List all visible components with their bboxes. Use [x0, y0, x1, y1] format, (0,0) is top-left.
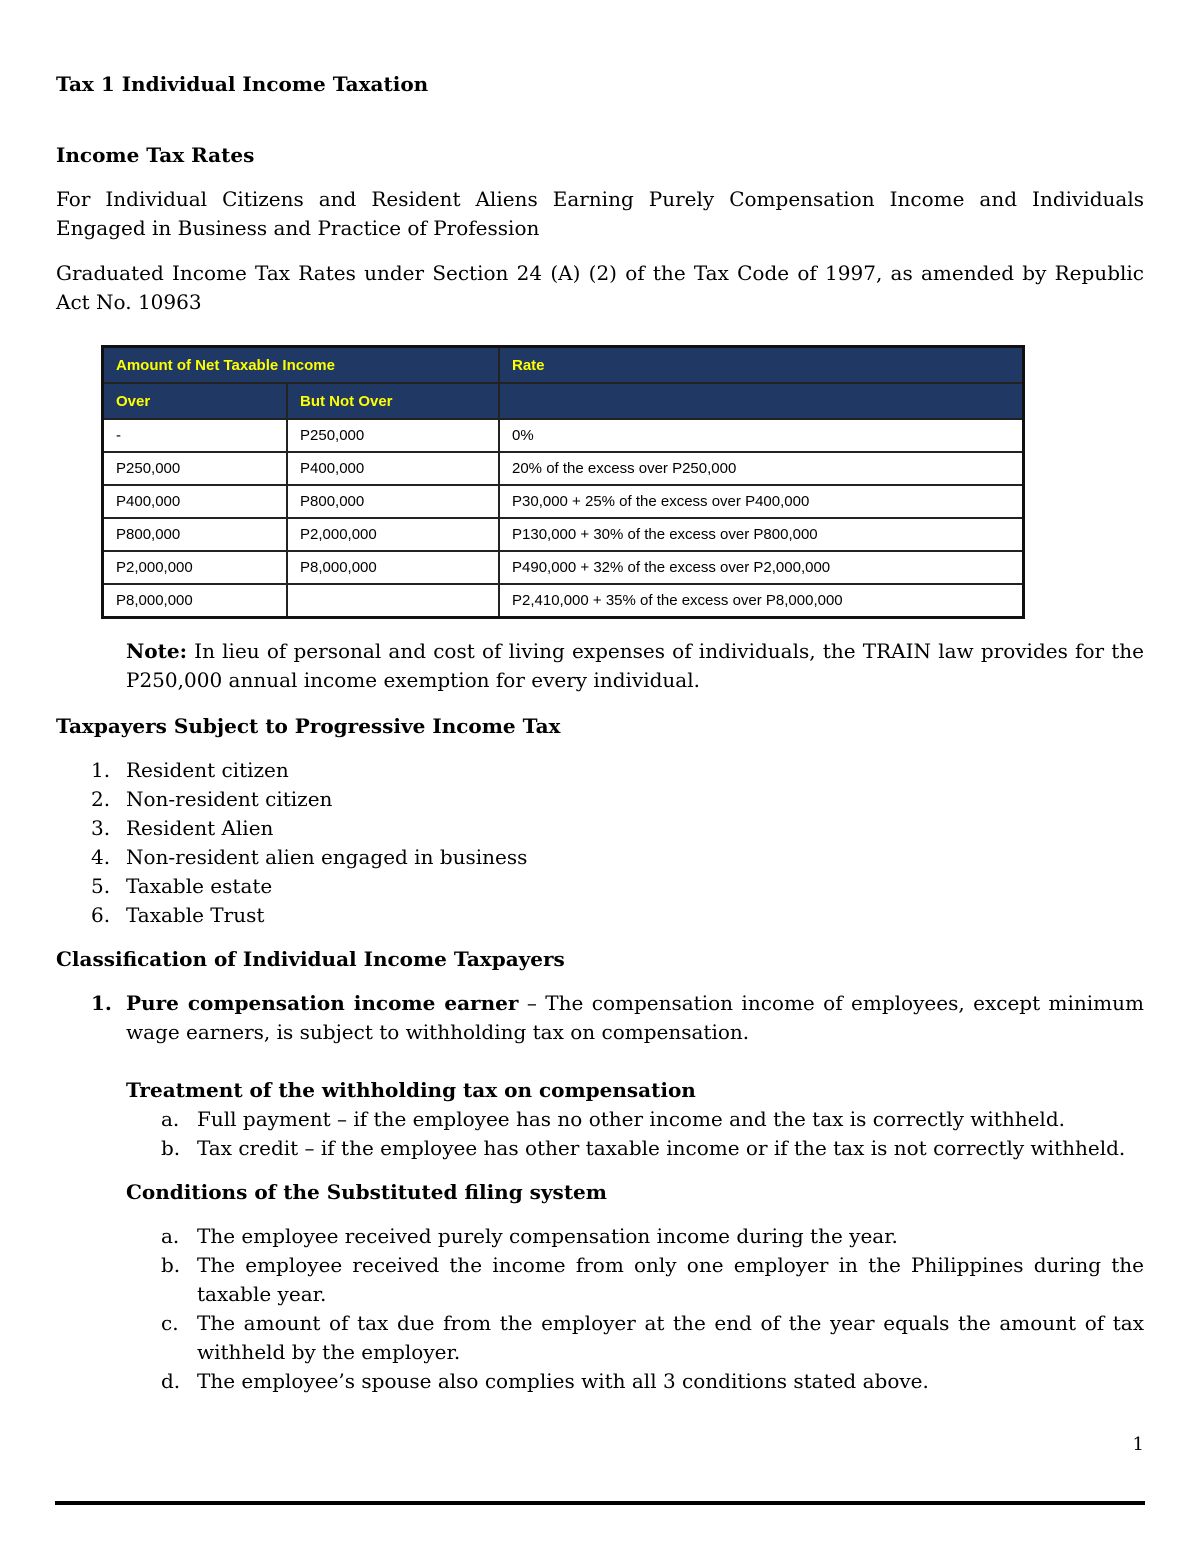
- conditions-list: [56, 1222, 1144, 1396]
- header-over: Over: [103, 383, 288, 419]
- list-item: 6. Taxable Trust: [91, 903, 265, 927]
- treatment-heading: Treatment of the withholding tax on compensation: [126, 1078, 696, 1102]
- cell-not-over: [287, 584, 499, 618]
- table-row: [103, 584, 1024, 618]
- table-row: [103, 551, 1024, 584]
- table-row: [103, 518, 1024, 551]
- list-item: 2. Non-resident citizen: [91, 787, 333, 811]
- cell-not-over: P8,000,000: [287, 551, 499, 584]
- cell-over: -: [103, 419, 288, 452]
- cell-not-over: P2,000,000: [287, 518, 499, 551]
- intro-paragraph: For Individual Citizens and Resident Aliens Earning Purely Compensation Income and Individuals Engaged in Business and Practice of Profession: [56, 187, 1144, 240]
- cell-rate: P2,410,000 + 35% of the excess over P8,000,000: [499, 584, 1024, 618]
- table-row: [103, 452, 1024, 485]
- conditions-heading: Conditions of the Substituted filing system: [126, 1180, 607, 1204]
- header-empty: [499, 383, 1024, 419]
- document-title: Tax 1 Individual Income Taxation: [56, 72, 429, 96]
- page-number: 1: [1132, 1434, 1144, 1455]
- document-page: [56, 70, 1144, 1396]
- cell-over: P2,000,000: [103, 551, 288, 584]
- list-item: 1. Pure compensation income earner – The compensation income of employees, except minimum wage earners, is subject to withholding tax on compensation.: [91, 991, 1144, 1044]
- pure-compensation-term: Pure compensation income earner: [126, 991, 519, 1015]
- note-text: In lieu of personal and cost of living expenses of individuals, the TRAIN law provides for the P250,000 annual income exemption for every individual.: [126, 639, 1144, 692]
- list-item: a. The employee received purely compensation income during the year.: [161, 1224, 898, 1248]
- list-item: a. Full payment – if the employee has no other income and the tax is correctly withheld.: [161, 1107, 1065, 1131]
- list-item: d. The employee’s spouse also complies with all 3 conditions stated above.: [161, 1369, 929, 1393]
- list-item: b. The employee received the income from only one employer in the Philippines during the taxable year.: [161, 1253, 1144, 1306]
- cell-not-over: P400,000: [287, 452, 499, 485]
- footer-rule: [55, 1501, 1145, 1505]
- header-amount: Amount of Net Taxable Income: [103, 347, 500, 384]
- cell-over: P250,000: [103, 452, 288, 485]
- list-item: b. Tax credit – if the employee has other taxable income or if the tax is not correctly withheld.: [161, 1136, 1126, 1160]
- header-rate: Rate: [499, 347, 1024, 384]
- cell-not-over: P800,000: [287, 485, 499, 518]
- note-label: Note:: [126, 639, 187, 663]
- header-not-over: But Not Over: [287, 383, 499, 419]
- cell-over: P8,000,000: [103, 584, 288, 618]
- pure-compensation-text: – The compensation income of employees, except minimum wage earners, is subject to withholding tax on compensation.: [126, 991, 1144, 1044]
- tax-rates-table: [101, 345, 1025, 619]
- table-subheader-row: [103, 383, 1024, 419]
- cell-over: P800,000: [103, 518, 288, 551]
- cell-rate: P130,000 + 30% of the excess over P800,000: [499, 518, 1024, 551]
- list-item: c. The amount of tax due from the employer at the end of the year equals the amount of tax withheld by the employer.: [161, 1311, 1144, 1364]
- classification-list: [56, 989, 1144, 1047]
- classification-heading: Classification of Individual Income Taxpayers: [56, 947, 565, 971]
- cell-rate: P30,000 + 25% of the excess over P400,000: [499, 485, 1024, 518]
- taxpayers-heading: Taxpayers Subject to Progressive Income Tax: [56, 714, 561, 738]
- taxpayers-list: [56, 756, 1144, 930]
- cell-rate: 20% of the excess over P250,000: [499, 452, 1024, 485]
- list-item: 1. Resident citizen: [91, 758, 289, 782]
- table-row: [103, 485, 1024, 518]
- income-tax-rates-heading: Income Tax Rates: [56, 143, 255, 167]
- list-item: 5. Taxable estate: [91, 874, 273, 898]
- cell-not-over: P250,000: [287, 419, 499, 452]
- table-row: [103, 419, 1024, 452]
- cell-over: P400,000: [103, 485, 288, 518]
- list-item: 4. Non-resident alien engaged in business: [91, 845, 528, 869]
- cell-rate: 0%: [499, 419, 1024, 452]
- cell-rate: P490,000 + 32% of the excess over P2,000,000: [499, 551, 1024, 584]
- note-paragraph: [126, 637, 1144, 695]
- treatment-list: [56, 1105, 1144, 1163]
- graduated-rates-paragraph: Graduated Income Tax Rates under Section 24 (A) (2) of the Tax Code of 1997, as amended by Republic Act No. 10963: [56, 261, 1144, 314]
- list-item: 3. Resident Alien: [91, 816, 274, 840]
- table-header-row: [103, 347, 1024, 384]
